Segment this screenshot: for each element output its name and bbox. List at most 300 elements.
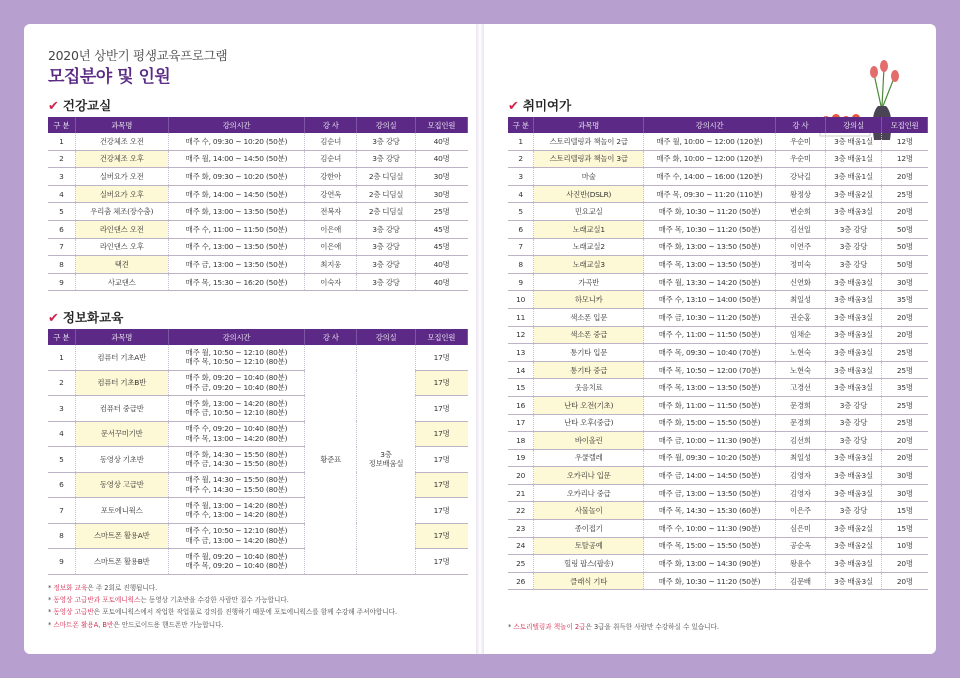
column-header: 모집인원: [882, 117, 928, 133]
page-title: 모집분야 및 인원: [48, 67, 171, 87]
course-name: 클래식 기타: [534, 572, 644, 590]
table-row: [48, 273, 468, 291]
instructor: 노현숙: [776, 361, 826, 379]
capacity: 25명: [882, 185, 928, 203]
instructor: 김영자: [776, 467, 826, 485]
class-time: [168, 472, 304, 498]
table-row: [508, 150, 928, 168]
column-header: 모집인원: [415, 117, 467, 133]
course-name: 동영상 고급반: [75, 472, 168, 498]
instructor: 문경희: [776, 414, 826, 432]
capacity: 30명: [882, 467, 928, 485]
instructor: 김선희: [776, 432, 826, 450]
row-number: 2: [48, 150, 75, 168]
table-row: [48, 150, 468, 168]
row-number: 21: [508, 484, 534, 502]
course-name: 실버요가 오전: [75, 168, 168, 186]
instructor: 고경선: [776, 379, 826, 397]
classroom: 3층 배움3실: [825, 484, 881, 502]
classroom: 3층 배움2실: [825, 185, 881, 203]
classroom: 3층 배움3실: [825, 449, 881, 467]
instructor: 임채순: [776, 326, 826, 344]
classroom: 3층 강당: [825, 238, 881, 256]
check-icon: ✔: [508, 99, 519, 114]
instructor: 문경희: [776, 396, 826, 414]
capacity: 17명: [415, 472, 467, 498]
capacity: 20명: [882, 555, 928, 573]
capacity: 30명: [882, 484, 928, 502]
row-number: 15: [508, 379, 534, 397]
classroom: 3층 강당: [357, 238, 415, 256]
instructor: 황준표: [305, 345, 357, 574]
course-name: 웃음치료: [534, 379, 644, 397]
classroom: 3층 배움3실: [825, 308, 881, 326]
note-line: * 정보화 교육은 주 2회로 진행됩니다.: [48, 584, 158, 592]
capacity: 50명: [882, 256, 928, 274]
class-time: 매주 화, 14:00 ~ 14:50 (50분): [168, 185, 304, 203]
note-text: 은 주 2회로 진행됩니다.: [87, 584, 158, 592]
class-time: 매주 수, 10:00 ~ 11:30 (90분): [644, 520, 776, 538]
column-header: 강의시간: [168, 329, 304, 345]
row-number: 19: [508, 449, 534, 467]
class-time: 매주 금, 13:00 ~ 13:50 (50분): [644, 484, 776, 502]
row-number: 26: [508, 572, 534, 590]
table-row: [48, 133, 468, 150]
capacity: 50명: [882, 238, 928, 256]
instructor: 왕정상: [776, 185, 826, 203]
capacity: 25명: [882, 361, 928, 379]
classroom: 2층 디딤실: [357, 168, 415, 186]
row-number: 3: [508, 168, 534, 186]
instructor: 최지웅: [305, 256, 357, 274]
table-row: [508, 432, 928, 450]
class-time-line2: 매주 금, 09:20 ~ 10:40 (80분): [185, 382, 288, 392]
instructor: 공순옥: [776, 537, 826, 555]
capacity: 20명: [882, 308, 928, 326]
course-name: 통기타 중급: [534, 361, 644, 379]
class-time-line1: 매주 화, 13:00 ~ 14:20 (80분): [185, 398, 288, 408]
section-info-heading: [48, 308, 123, 326]
classroom: 3층 배움3실: [825, 326, 881, 344]
classroom: 3층 배움1실: [825, 150, 881, 168]
classroom: 3층 배움3실: [825, 203, 881, 221]
class-time: 매주 월, 09:30 ~ 10:20 (50분): [644, 449, 776, 467]
hobby-note-red: 스토리텔링과 책놀이 2급: [513, 623, 586, 631]
column-header: 강 사: [776, 117, 826, 133]
info-table: [48, 329, 468, 575]
column-header: 구 분: [508, 117, 534, 133]
class-time-line2: 매주 목, 10:50 ~ 12:10 (80분): [185, 357, 288, 367]
class-time: [168, 549, 304, 575]
instructor: 이은주: [776, 502, 826, 520]
classroom: 3층 배움3실: [825, 291, 881, 309]
row-number: 4: [48, 421, 75, 447]
capacity: 45명: [415, 220, 467, 238]
class-time: 매주 화, 13:00 ~ 13:50 (50분): [168, 203, 304, 221]
instructor: 김순녀: [305, 133, 357, 150]
row-number: 13: [508, 344, 534, 362]
class-time-line1: 매주 월, 13:00 ~ 14:20 (80분): [185, 500, 288, 510]
class-time-line2: 매주 금, 10:50 ~ 12:10 (80분): [185, 408, 288, 418]
capacity: 12명: [882, 150, 928, 168]
table-row: [508, 361, 928, 379]
course-name: 색소폰 중급: [534, 326, 644, 344]
course-name: 우리춤 체조(장수춤): [75, 203, 168, 221]
class-time: 매주 화, 10:30 ~ 11:20 (50분): [644, 203, 776, 221]
row-number: 23: [508, 520, 534, 538]
note-red: 스마트폰 활용A, B반: [53, 620, 114, 629]
instructor: 신연화: [776, 273, 826, 291]
class-time-line1: 매주 수, 10:50 ~ 12:10 (80분): [185, 526, 288, 536]
table-row: [508, 256, 928, 274]
class-time: 매주 화, 09:30 ~ 10:20 (50분): [168, 168, 304, 186]
classroom: 3층 강당: [357, 273, 415, 291]
capacity: 17명: [415, 549, 467, 575]
capacity: 30명: [415, 168, 467, 186]
classroom: 3층 강당: [357, 220, 415, 238]
table-row: [508, 133, 928, 150]
left-page: [24, 24, 476, 654]
classroom-line2: 정보배움실: [368, 459, 404, 469]
classroom: 3층 강당: [357, 256, 415, 274]
capacity: 17명: [415, 421, 467, 447]
instructor: 강연옥: [305, 185, 357, 203]
class-time-line2: 매주 목, 13:00 ~ 14:20 (80분): [185, 433, 288, 443]
health-table: [48, 117, 468, 291]
class-time: 매주 수, 11:00 ~ 11:50 (50분): [168, 220, 304, 238]
row-number: 10: [508, 291, 534, 309]
class-time: 매주 월, 13:30 ~ 14:20 (50분): [644, 273, 776, 291]
capacity: 17명: [415, 370, 467, 396]
table-row: [508, 185, 928, 203]
class-time: 매주 화, 10:00 ~ 12:00 (120분): [644, 150, 776, 168]
table-row: [508, 203, 928, 221]
instructor: 최일성: [776, 291, 826, 309]
classroom: 3층 배움3실: [825, 467, 881, 485]
info-notes: [48, 582, 397, 631]
column-header: 강의시간: [168, 117, 304, 133]
course-name: 동영상 기초반: [75, 447, 168, 473]
instructor: 심은미: [776, 520, 826, 538]
note-text: 는 동영상 기초반을 수강한 사람만 접수 가능합니다.: [140, 596, 289, 605]
class-time-line1: 매주 화, 14:30 ~ 15:50 (80분): [185, 449, 288, 459]
capacity: 50명: [882, 220, 928, 238]
course-name: 건강체조 오후: [75, 150, 168, 168]
column-header: 강의실: [357, 329, 415, 345]
course-name: 스토리텔링과 책놀이 3급: [534, 150, 644, 168]
row-number: 4: [508, 185, 534, 203]
capacity: 15명: [882, 520, 928, 538]
instructor: 노현숙: [776, 344, 826, 362]
table-row: [508, 273, 928, 291]
class-time: 매주 화, 11:00 ~ 11:50 (50분): [644, 396, 776, 414]
class-time-line1: 매주 월, 10:50 ~ 12:10 (80분): [185, 347, 288, 357]
row-number: 24: [508, 537, 534, 555]
table-row: [508, 555, 928, 573]
capacity: 40명: [415, 150, 467, 168]
column-header: 강의실: [825, 117, 881, 133]
class-time: 매주 금, 13:00 ~ 13:50 (50분): [168, 256, 304, 274]
instructor: 김문배: [776, 572, 826, 590]
class-time-line2: 매주 목, 09:20 ~ 10:40 (80분): [185, 561, 288, 571]
classroom: 3층 배움3실: [825, 572, 881, 590]
classroom: 2층 디딤실: [357, 185, 415, 203]
column-header: 과목명: [534, 117, 644, 133]
course-name: 토탈공예: [534, 537, 644, 555]
class-time: 매주 목, 13:00 ~ 13:50 (50분): [644, 256, 776, 274]
note-red: 동영상 고급반과 포토에니웍스: [53, 596, 141, 605]
row-number: 22: [508, 502, 534, 520]
right-page: [484, 24, 936, 654]
row-number: 9: [508, 273, 534, 291]
class-time: 매주 금, 10:30 ~ 11:20 (50분): [644, 308, 776, 326]
column-header: 과목명: [75, 117, 168, 133]
table-row: [48, 185, 468, 203]
class-time-line1: 매주 수, 09:20 ~ 10:40 (80분): [185, 424, 288, 434]
capacity: 17명: [415, 396, 467, 422]
course-name: 난타 오전(기초): [534, 396, 644, 414]
course-name: 문서꾸미기반: [75, 421, 168, 447]
row-number: 2: [508, 150, 534, 168]
course-name: 포토에니웍스: [75, 498, 168, 524]
hobby-table: [508, 117, 928, 590]
page-gutter: [476, 24, 484, 654]
table-row: [508, 449, 928, 467]
instructor: 전복자: [305, 203, 357, 221]
column-header: 모집인원: [415, 329, 467, 345]
class-time-line2: 매주 수, 14:30 ~ 15:50 (80분): [185, 484, 288, 494]
table-row: [508, 572, 928, 590]
class-time-line2: 매주 금, 13:00 ~ 14:20 (80분): [185, 535, 288, 545]
instructor: 김순녀: [305, 150, 357, 168]
row-number: 14: [508, 361, 534, 379]
capacity: 17명: [415, 447, 467, 473]
table-row: [508, 220, 928, 238]
instructor: 이연주: [776, 238, 826, 256]
row-number: 5: [508, 203, 534, 221]
course-name: 바이올린: [534, 432, 644, 450]
class-time: 매주 화, 15:00 ~ 15:50 (50분): [644, 414, 776, 432]
course-name: 라인댄스 오전: [75, 220, 168, 238]
course-name: 실버요가 오후: [75, 185, 168, 203]
capacity: 20명: [882, 203, 928, 221]
classroom: 3층 강당: [825, 432, 881, 450]
class-time: [168, 370, 304, 396]
table-row: [508, 520, 928, 538]
course-name: 가곡반: [534, 273, 644, 291]
class-time: 매주 수, 13:00 ~ 13:50 (50분): [168, 238, 304, 256]
table-row: [48, 168, 468, 186]
capacity: 20명: [882, 168, 928, 186]
course-name: 사진반(DSLR): [534, 185, 644, 203]
capacity: 15명: [882, 502, 928, 520]
classroom-line1: 3층: [380, 449, 392, 459]
row-number: 12: [508, 326, 534, 344]
capacity: 20명: [882, 572, 928, 590]
course-name: 스마트폰 활용A반: [75, 523, 168, 549]
table-row: [508, 537, 928, 555]
capacity: 40명: [415, 133, 467, 150]
capacity: 10명: [882, 537, 928, 555]
table-row: [508, 379, 928, 397]
row-number: 20: [508, 467, 534, 485]
capacity: 17명: [415, 345, 467, 370]
column-header: 강 사: [305, 329, 357, 345]
class-time: [168, 421, 304, 447]
classroom: 3층 강당: [825, 502, 881, 520]
classroom: 3층 배움1실: [825, 133, 881, 150]
instructor: 권순홍: [776, 308, 826, 326]
row-number: 9: [48, 273, 75, 291]
course-name: 사교댄스: [75, 273, 168, 291]
course-name: 통기타 입문: [534, 344, 644, 362]
class-time: 매주 화, 13:00 ~ 13:50 (50분): [644, 238, 776, 256]
row-number: 25: [508, 555, 534, 573]
classroom: 3층 배움3실: [825, 555, 881, 573]
table-row: [48, 238, 468, 256]
column-header: 구 분: [48, 329, 75, 345]
instructor: 김선일: [776, 220, 826, 238]
instructor: 왕윤수: [776, 555, 826, 573]
class-time: 매주 화, 13:00 ~ 14:30 (90분): [644, 555, 776, 573]
table-row: [508, 467, 928, 485]
row-number: 6: [48, 472, 75, 498]
row-number: 8: [48, 256, 75, 274]
capacity: 40명: [415, 273, 467, 291]
table-row: [48, 203, 468, 221]
course-name: 마술: [534, 168, 644, 186]
table-row: [508, 291, 928, 309]
table-row: [508, 308, 928, 326]
capacity: 35명: [882, 291, 928, 309]
classroom: 3층 강당: [825, 396, 881, 414]
column-header: 강의실: [357, 117, 415, 133]
instructor: 우순미: [776, 150, 826, 168]
classroom: 3층 배움3실: [825, 361, 881, 379]
classroom: 3층 강당: [825, 414, 881, 432]
course-name: 건강체조 오전: [75, 133, 168, 150]
section-hobby-heading: [508, 96, 571, 114]
row-number: 4: [48, 185, 75, 203]
class-time: 매주 목, 14:30 ~ 15:30 (60분): [644, 502, 776, 520]
classroom: 3층 배움2실: [825, 537, 881, 555]
classroom: [357, 345, 415, 574]
course-name: 우쿨렐레: [534, 449, 644, 467]
row-number: 5: [48, 447, 75, 473]
table-row: [48, 256, 468, 274]
classroom: 3층 배움3실: [825, 379, 881, 397]
capacity: 30명: [415, 185, 467, 203]
class-time: 매주 목, 09:30 ~ 11:20 (110분): [644, 185, 776, 203]
capacity: 20명: [882, 449, 928, 467]
class-time-line1: 매주 월, 09:20 ~ 10:40 (80분): [185, 551, 288, 561]
table-row: [48, 345, 468, 370]
class-time-line1: 매주 화, 09:20 ~ 10:40 (80분): [185, 373, 288, 383]
instructor: 변순희: [776, 203, 826, 221]
capacity: 25명: [882, 344, 928, 362]
table-row: [508, 414, 928, 432]
class-time: 매주 금, 10:00 ~ 11:30 (90분): [644, 432, 776, 450]
classroom: 3층 배움3실: [825, 273, 881, 291]
instructor: 김영자: [776, 484, 826, 502]
column-header: 과목명: [75, 329, 168, 345]
hobby-note: * 스토리텔링과 책놀이 2급은 3급을 취득한 사람만 수강하실 수 있습니다.: [508, 623, 720, 631]
course-name: 컴퓨터 중급반: [75, 396, 168, 422]
course-name: 택견: [75, 256, 168, 274]
class-time: 매주 월, 10:00 ~ 12:00 (120분): [644, 133, 776, 150]
course-name: 라인댄스 오후: [75, 238, 168, 256]
note-line: * 동영상 고급반과 포토에니웍스는 동영상 기초반을 수강한 사람만 접수 가능합니다.: [48, 596, 289, 605]
row-number: 16: [508, 396, 534, 414]
row-number: 1: [48, 345, 75, 370]
capacity: 20명: [882, 432, 928, 450]
note-line: * 동영상 고급반은 포토에니웍스에서 작업한 작업물로 강의를 진행하기 때문에 포토에니웍스를 함께 수강해 주셔야합니다.: [48, 608, 398, 617]
course-name: 컴퓨터 기초B반: [75, 370, 168, 396]
class-time-line1: 매주 월, 14:30 ~ 15:50 (80분): [185, 475, 288, 485]
table-row: [508, 344, 928, 362]
class-time: [168, 345, 304, 370]
classroom: 3층 강당: [825, 220, 881, 238]
course-name: 노래교실3: [534, 256, 644, 274]
instructor: 우순미: [776, 133, 826, 150]
course-name: 오카리나 중급: [534, 484, 644, 502]
row-number: 6: [508, 220, 534, 238]
note-text: 은 안드로이드용 핸드폰만 가능합니다.: [113, 620, 224, 629]
course-name: 힐링 팝스(팝송): [534, 555, 644, 573]
note-red: 정보화 교육: [53, 584, 88, 592]
table-row: [508, 502, 928, 520]
section-health-title: 건강교실: [62, 98, 112, 113]
table-row: [508, 168, 928, 186]
note-red: 동영상 고급반: [53, 608, 94, 617]
row-number: 7: [48, 238, 75, 256]
class-time: [168, 396, 304, 422]
class-time-line2: 매주 수, 13:00 ~ 14:20 (80분): [185, 510, 288, 520]
row-number: 1: [508, 133, 534, 150]
check-icon: ✔: [48, 99, 59, 114]
classroom: 3층 배움3실: [825, 344, 881, 362]
capacity: 30명: [882, 273, 928, 291]
instructor: 이은애: [305, 220, 357, 238]
instructor: 강낙길: [776, 168, 826, 186]
class-time: 매주 목, 15:30 ~ 16:20 (50분): [168, 273, 304, 291]
class-time: 매주 월, 14:00 ~ 14:50 (50분): [168, 150, 304, 168]
course-name: 색소폰 입문: [534, 308, 644, 326]
capacity: 25명: [882, 414, 928, 432]
class-time: [168, 523, 304, 549]
capacity: 35명: [882, 379, 928, 397]
column-header: 구 분: [48, 117, 75, 133]
hobby-note-text: 은 3급을 취득한 사람만 수강하실 수 있습니다.: [585, 623, 720, 631]
class-time: 매주 목, 15:00 ~ 15:50 (50분): [644, 537, 776, 555]
capacity: 25명: [882, 396, 928, 414]
row-number: 18: [508, 432, 534, 450]
classroom: 2층 디딤실: [357, 203, 415, 221]
row-number: 3: [48, 396, 75, 422]
table-row: [508, 326, 928, 344]
course-name: 스마트폰 활용B반: [75, 549, 168, 575]
instructor: 강한아: [305, 168, 357, 186]
row-number: 9: [48, 549, 75, 575]
course-name: 오카리나 입문: [534, 467, 644, 485]
classroom: 3층 배움1실: [825, 168, 881, 186]
capacity: 40명: [415, 256, 467, 274]
row-number: 8: [508, 256, 534, 274]
instructor: 이숙자: [305, 273, 357, 291]
instructor: 이은애: [305, 238, 357, 256]
course-name: 스토리텔링과 책놀이 2급: [534, 133, 644, 150]
row-number: 7: [48, 498, 75, 524]
